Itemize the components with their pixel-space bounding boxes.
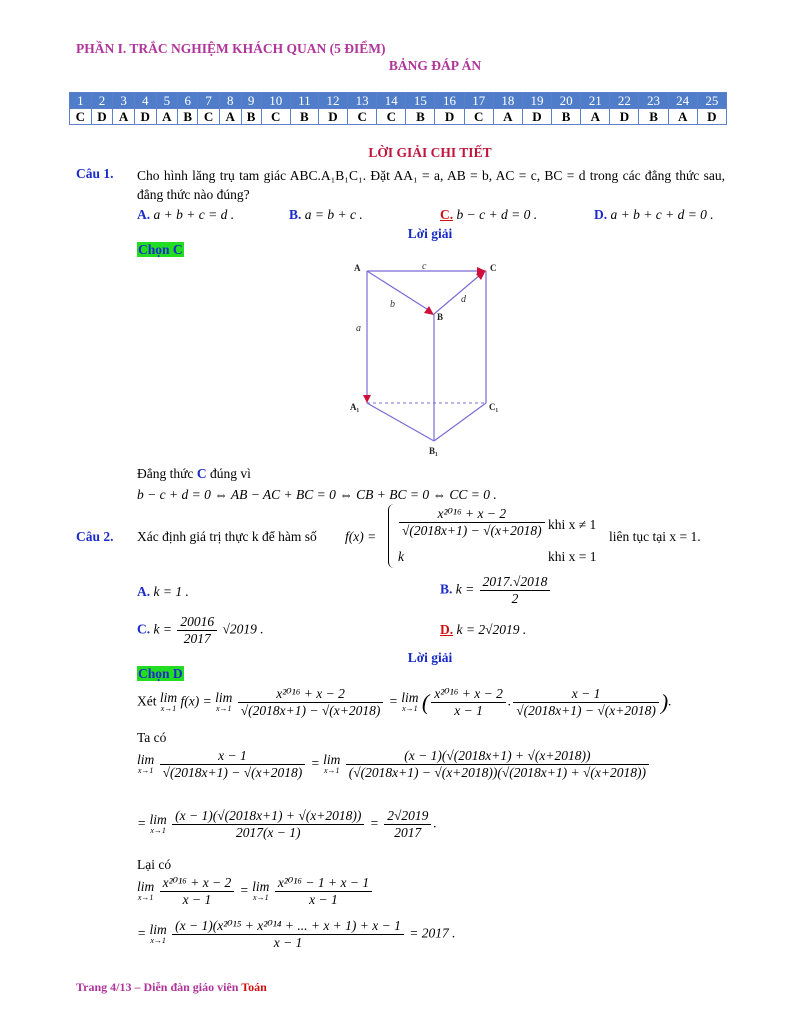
q2-solution-label: Lời giải	[407, 650, 453, 665]
q2-case2-condition: khi x = 1	[548, 549, 597, 564]
section-heading: LỜI GIẢI CHI TIẾT	[368, 145, 492, 160]
q2-option-c-suffix: √2019 .	[222, 621, 264, 637]
answer-letter-cell: D	[91, 109, 113, 125]
q2-piecewise-brace	[388, 504, 395, 568]
lim-1: lim x→1	[159, 689, 178, 713]
xet-fraction-3	[513, 686, 659, 719]
q2-case1	[397, 506, 547, 539]
q1-option-a-text: a + b + c = d .	[153, 207, 235, 222]
answer-number-cell: 2	[91, 93, 113, 109]
edge-b1-c1	[434, 403, 486, 441]
answer-number-cell: 20	[552, 93, 581, 109]
answer-letter-cell: C	[348, 109, 377, 125]
vector-b-line	[367, 271, 430, 311]
lim-5: lim x→1	[323, 751, 341, 775]
eq1-fraction-b-num: (x − 1)(√(2018x+1) + √(x+2018))	[346, 748, 649, 765]
label-C: C	[490, 263, 497, 273]
lim-7: lim x→1	[137, 878, 155, 902]
lim-2-sub: x→1	[215, 703, 232, 713]
q1-label: Câu 1.	[76, 166, 114, 181]
q2-choose-badge: Chọn D	[138, 666, 183, 681]
lim-7-sub: x→1	[137, 892, 154, 902]
answer-letter-cell: D	[522, 109, 551, 125]
q2-label: Câu 2.	[76, 529, 114, 544]
label-C1: C₁	[489, 402, 499, 412]
vector-d-line	[434, 275, 480, 314]
answer-letter-cell: B	[639, 109, 668, 125]
q2-option-a-text: k = 1 .	[153, 584, 189, 599]
q2-xet-word: Xét	[137, 693, 157, 709]
eq1-fraction-b-den: (√(2018x+1) − √(x+2018))(√(2018x+1) + √(x+2018))	[348, 765, 646, 780]
answer-letter-cell: B	[406, 109, 435, 125]
answer-table	[69, 92, 727, 125]
answer-number-cell: 24	[668, 93, 697, 109]
answer-letter-cell: D	[134, 109, 156, 125]
label-vec-b: b	[390, 299, 395, 310]
answer-letter-cell: B	[241, 109, 261, 125]
xet-fraction-2	[431, 686, 506, 719]
q2-eq-block-2: = lim x→1 $\frac{(x - 1)(√(2018x+1) + √(x+2018))}{2017(x - 1)}$ = $\frac{2√2019}{2017}$ .	[137, 808, 437, 840]
answer-number-cell: 8	[219, 93, 241, 109]
lim-9-sub: x→1	[150, 935, 166, 945]
label-B1: B₁	[429, 446, 438, 456]
q2-option-c-prefix: k =	[153, 621, 172, 637]
eq4-fraction-num: (x − 1)(x²⁰¹⁵ + x²⁰¹⁴ + ... + x + 1) + x − 1	[172, 918, 404, 935]
eq2-fraction-a	[172, 808, 364, 841]
answer-letter-cell: C	[464, 109, 493, 125]
part-title: PHẦN I. TRẮC NGHIỆM KHÁCH QUAN (5 ĐIỂM)	[76, 41, 386, 56]
answer-number-cell: 17	[464, 93, 493, 109]
q2-text-suffix: liên tục tại x = 1.	[609, 529, 701, 544]
answer-letter-cell: A	[668, 109, 697, 125]
xet-fraction-3-den: √(2018x+1) − √(x+2018)	[516, 703, 656, 718]
q1-option-b-text: a = b + c .	[304, 207, 363, 222]
eq3-fraction-a-den: x − 1	[182, 892, 212, 907]
q2-eq-block-4: = lim x→1 $\frac{\text{(x − 1)(x²⁰¹⁵ + x²⁰¹⁴ + ... + x + 1) + x − 1}}{x - 1}$ = 2017 .	[137, 918, 456, 950]
q2-case1-denominator: √(2018x+1) − √(x+2018)	[402, 523, 542, 538]
q1-option-b-label: B.	[289, 207, 302, 222]
q1-option-a	[137, 207, 234, 223]
q2-option-c	[137, 614, 264, 647]
q2-eq-block-3: lim x→1 $\frac{\text{x²⁰¹⁶ + x − 2}}{x - 1}$ = lim x→1 $\frac{\text{x²⁰¹⁶ − 1 + x − 1}}{x - 1}$	[137, 875, 374, 908]
q2-xet-line: Xét lim x→1 f(x) = lim x→1 $\frac{\text{x²⁰¹⁶ + x − 2}}{√(2018x+1) - √(x+2018)}$ = lim x→1 ( $\frac{\text{x²⁰¹⁶ + x − 2}}{x - 1}$ . $\frac{x - 1}{√(2018x+1) - √(x+2018)}$ ).	[137, 686, 672, 718]
xet-fraction-1	[238, 686, 384, 719]
q2-case2-value: k	[398, 549, 404, 564]
lim-8: lim x→1	[252, 878, 270, 902]
q1-reason-prefix: Đẳng thức	[137, 466, 194, 481]
answer-number-cell: 4	[134, 93, 156, 109]
q2-case1-condition: khi x ≠ 1	[548, 517, 597, 532]
answer-letter-cell: A	[493, 109, 522, 125]
lim-3-sub: x→1	[402, 703, 418, 713]
q1-option-a-label: A.	[137, 207, 151, 222]
q2-option-c-numerator: 20016	[177, 614, 217, 631]
answer-number-cell: 25	[697, 93, 726, 109]
q2-option-a-label: A.	[137, 584, 151, 599]
q1-choose	[137, 242, 184, 258]
q2-option-c-fraction	[177, 614, 217, 647]
q1-choose-badge: Chọn C	[138, 242, 183, 257]
q2-case1-numerator: x²⁰¹⁶ + x − 2	[399, 506, 545, 523]
answer-letter-cell: D	[697, 109, 726, 125]
footer-page: Trang 4/13 – Diễn đàn giáo viên	[76, 980, 239, 994]
lim-2: lim x→1	[215, 689, 233, 713]
xet-fraction-2-num: x²⁰¹⁶ + x − 2	[431, 686, 506, 703]
answer-letter-cell: A	[581, 109, 610, 125]
answer-number-cell: 13	[348, 93, 377, 109]
answer-letter-cell: B	[178, 109, 198, 125]
answer-letter-cell: C	[261, 109, 290, 125]
eq1-fraction-b	[346, 748, 649, 781]
answer-number-cell: 22	[610, 93, 639, 109]
answer-number-cell: 9	[241, 93, 261, 109]
answer-number-cell: 10	[261, 93, 290, 109]
q2-option-a	[137, 584, 189, 600]
eq3-fraction-b-den: x − 1	[309, 892, 338, 907]
xet-fraction-3-num: x − 1	[513, 686, 659, 703]
xet-fraction-1-den: √(2018x+1) − √(x+2018)	[240, 703, 381, 718]
eq3-fraction-a	[160, 875, 235, 908]
q2-option-d-text: k = 2√2019 .	[456, 622, 527, 637]
lim-9: lim x→1	[149, 921, 167, 945]
q1-option-d-label: D.	[594, 207, 608, 222]
answer-letter-cell: C	[70, 109, 92, 125]
q1-solution-label: Lời giải	[407, 226, 453, 241]
answer-number-cell: 6	[178, 93, 198, 109]
answer-letter-cell: B	[552, 109, 581, 125]
q1-option-d-text: a + b + c + d = 0 .	[610, 207, 714, 222]
q1-option-b	[289, 207, 363, 223]
answer-table-title: BẢNG ĐÁP ÁN	[388, 58, 482, 73]
arrowhead-b	[424, 306, 434, 315]
answer-number-cell: 15	[406, 93, 435, 109]
answer-letter-cell: D	[610, 109, 639, 125]
q2-option-d	[440, 622, 526, 638]
answer-table-answer-row	[70, 109, 727, 125]
q1-option-d	[594, 207, 714, 223]
q1-reason-suffix: đúng vì	[209, 466, 251, 481]
eq4-fraction-den: x − 1	[273, 935, 303, 950]
answer-number-cell: 23	[639, 93, 668, 109]
answer-letter-cell: D	[435, 109, 464, 125]
answer-letter-cell: C	[198, 109, 220, 125]
lim-3: lim x→1	[401, 689, 419, 713]
eq2-result-num: 2√2019	[384, 808, 431, 825]
answer-letter-cell: C	[377, 109, 406, 125]
q2-choose	[137, 666, 184, 682]
answer-number-cell: 14	[377, 93, 406, 109]
page-footer	[76, 980, 267, 995]
answer-letter-cell: D	[318, 109, 347, 125]
answer-letter-cell: A	[219, 109, 241, 125]
answer-number-cell: 7	[198, 93, 220, 109]
label-B: B	[437, 312, 444, 322]
q2-case1-fraction	[399, 506, 545, 539]
lim-6: lim x→1	[149, 811, 167, 835]
answer-number-cell: 19	[522, 93, 551, 109]
xet-fraction-1-num: x²⁰¹⁶ + x − 2	[238, 686, 384, 703]
answer-table-header-row	[70, 93, 727, 109]
answer-number-cell: 11	[290, 93, 318, 109]
eq3-fraction-a-num: x²⁰¹⁶ + x − 2	[160, 875, 235, 892]
eq4-result: = 2017 .	[409, 925, 456, 941]
q1-reason-line2: b − c + d = 0 ⇔ AB − AC + BC = 0 ⇔ CB + BC = 0 ⇔ CC = 0 .	[137, 487, 497, 502]
answer-number-cell: 18	[493, 93, 522, 109]
answer-number-cell: 21	[581, 93, 610, 109]
q2-option-c-denominator: 2017	[183, 631, 211, 646]
eq4-fraction	[172, 918, 404, 951]
lim-4-sub: x→1	[137, 765, 154, 775]
q2-option-b-numerator: 2017.√2018	[480, 574, 551, 591]
q2-ta-co: Ta có	[137, 730, 167, 745]
q2-option-b	[440, 574, 552, 607]
q2-option-b-label: B.	[440, 581, 453, 597]
q2-option-d-label: D.	[440, 622, 454, 637]
answer-number-cell: 16	[435, 93, 464, 109]
q2-lai-co: Lại có	[137, 857, 172, 872]
lim-5-sub: x→1	[323, 765, 340, 775]
answer-letter-cell: B	[290, 109, 318, 125]
eq1-fraction-a-den: √(2018x+1) − √(x+2018)	[162, 765, 303, 780]
q2-eq-block-1: lim x→1 $\frac{x - 1}{√(2018x+1) - √(x+2018)}$ = lim x→1 $\frac{(x - 1)(√(2018x+1) + √(x+2018))}{(√(2018x+1) - √(x+2018))(√(2018x+1) + √(x+2018))}$	[137, 748, 651, 781]
label-vec-d: d	[461, 294, 466, 305]
lim-4: lim x→1	[137, 751, 155, 775]
eq1-fraction-a-num: x − 1	[160, 748, 306, 765]
lim-6-sub: x→1	[150, 825, 166, 835]
q1-option-c	[440, 207, 537, 223]
answer-number-cell: 12	[318, 93, 347, 109]
edge-a1-b1	[367, 403, 434, 441]
q1-reason-answer: C	[196, 466, 207, 481]
lim-1-sub: x→1	[160, 703, 177, 713]
arrowhead-a	[363, 395, 371, 403]
answer-number-cell: 3	[113, 93, 135, 109]
eq2-result-den: 2017	[394, 825, 422, 840]
lim-8-sub: x→1	[253, 892, 269, 902]
answer-number-cell: 5	[156, 93, 178, 109]
eq1-fraction-a	[160, 748, 306, 781]
q2-option-b-denominator: 2	[511, 591, 519, 606]
xet-fraction-2-den: x − 1	[454, 703, 483, 718]
q1-option-c-label: C.	[440, 207, 454, 222]
q2-option-c-label: C.	[137, 621, 151, 637]
eq2-fraction-a-num: (x − 1)(√(2018x+1) + √(x+2018))	[172, 808, 364, 825]
q1-text: Cho hình lăng trụ tam giác ABC.A₁B₁C₁. Đặt AA₁ = a, AB = b, AC = c, BC = d trong các đẳng thức sau, đẳng thức nào đúng?	[137, 168, 725, 202]
answer-number-cell: 1	[70, 93, 92, 109]
eq2-fraction-a-den: 2017(x − 1)	[235, 825, 301, 840]
eq3-fraction-b	[275, 875, 372, 908]
label-vec-a: a	[356, 323, 361, 334]
label-A: A	[354, 263, 361, 273]
eq2-result	[384, 808, 431, 841]
eq3-fraction-b-num: x²⁰¹⁶ − 1 + x − 1	[275, 875, 372, 892]
answer-letter-cell: A	[156, 109, 178, 125]
q2-option-b-prefix: k =	[455, 581, 475, 597]
q1-reason-line1	[137, 466, 251, 482]
q2-function-name: f(x) =	[345, 529, 377, 544]
q2-option-b-fraction	[480, 574, 551, 607]
prism-figure	[340, 258, 510, 458]
answer-letter-cell: A	[113, 109, 135, 125]
footer-subject: Toán	[241, 980, 267, 994]
q2-text-prefix: Xác định giá trị thực k để hàm số	[137, 529, 317, 544]
q1-option-c-text: b − c + d = 0 .	[456, 207, 538, 222]
label-vec-c: c	[422, 261, 427, 272]
label-A1: A₁	[350, 402, 360, 412]
